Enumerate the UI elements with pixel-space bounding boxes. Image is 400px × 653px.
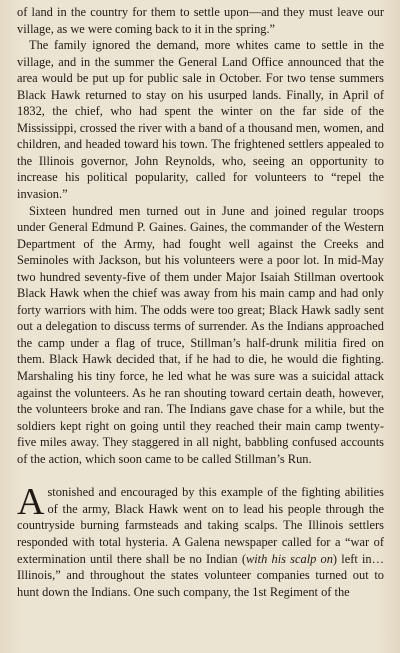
paragraph-land-office: The family ignored the demand, more whites came to settle in the village, and in the summer the General Land Office announced that the area would be put up for public sale in October. For two tense summers Black Hawk returned to stay on his usurped lands. Finally, in April of 1832, the chief, who had spent the winter on the far side of the Mississippi, crossed the river with a band of a thousand men, women, and children, and headed toward his town. The frightened settlers appealed to the Illinois governor, John Reynolds, who, seeing an opportunity to increase his political popularity, called for volunteers to “repel the invasion.” — [17, 38, 384, 202]
drop-cap: A — [17, 481, 45, 524]
paragraph-astonished — [17, 481, 384, 600]
paragraph-astonished-text-1: stonished and encouraged by this example of the fighting abilities of the army, Black Hawk went on to lead his people through the countryside burning farmsteads and taking scalps. The Illinois settlers responded with total hysteria. A Galena newspaper called for a “war of extermination until there shall be no Indian ( — [17, 485, 384, 566]
section-break — [17, 467, 384, 484]
paragraph-emphasis: with his scalp on — [245, 551, 333, 566]
paragraph-astonished-text-2: ) left in… Illinois,” and throughout the states volunteer companies turned out to hunt down the Indians. One such company, the 1st Regiment of the — [17, 551, 384, 599]
paragraph-stillmans-run: Sixteen hundred men turned out in June and joined regular troops under General Edmund P. Gaines. Gaines, the commander of the Western Department of the Army, had fought well against the Creeks and Seminoles with Jackson, but his volunteers were a poor lot. In mid-May two hundred seventy-five of them under Major Isaiah Stillman overtook Black Hawk when the chief was away from his main camp and had only forty warriors with him. The odds were too great; Black Hawk sadly sent out a delegation to discuss terms of surrender. As the Indians approached the camp under a flag of truce, Stillman’s half-drunk militia fired on them. Black Hawk decided that, if he had to die, he would die fighting. Marshaling his tiny force, he led what he was sure was a suicidal attack against the volunteers. As he ran shouting toward certain death, however, the volunteers broke and ran. The Indians gave chase for a while, but the soldiers kept right on going until they reached their main camp twenty-five miles away. They staggered in all night, babbling confused accounts of the action, which soon came to be called Stillman’s Run. — [17, 203, 384, 466]
paragraph-continuation: of land in the country for them to settle upon—and they must leave our village, as we were coming back to it in the spring.” — [17, 5, 384, 36]
